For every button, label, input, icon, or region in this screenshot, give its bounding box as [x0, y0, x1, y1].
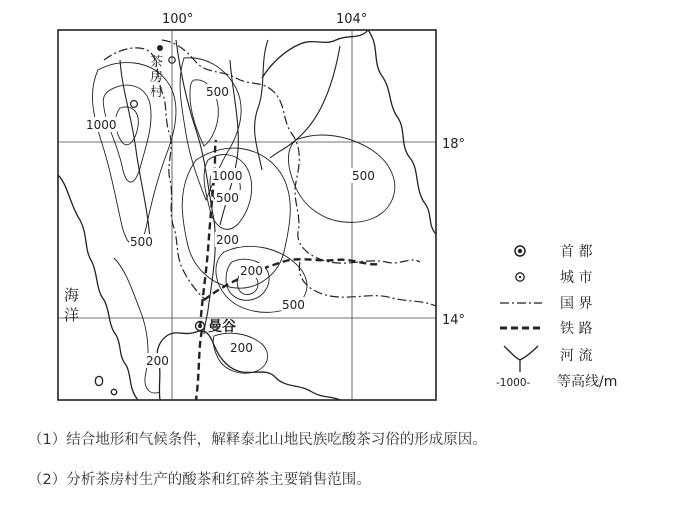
- legend-city-icon-dot: [519, 276, 521, 278]
- question-2: （2）分析茶房村生产的酸茶和红碎茶主要销售范围。: [28, 472, 371, 488]
- legend-border-label: 国 界: [560, 296, 593, 312]
- legend-capital-icon-dot: [518, 249, 522, 253]
- chafang-village-marker: [157, 45, 163, 51]
- contour-label: 1000: [86, 118, 117, 132]
- contour-label: 500: [130, 235, 153, 249]
- contour-label: 500: [216, 191, 239, 205]
- longitude-label-100: 100°: [162, 12, 194, 27]
- longitude-label-104: 104°: [336, 12, 368, 27]
- legend: [496, 244, 617, 390]
- contour-label: 200: [216, 233, 239, 247]
- legend-contour-label: 等高线/m: [557, 374, 618, 390]
- chafang-village-label: 茶房村: [150, 55, 164, 100]
- capital-icon-dot: [198, 324, 202, 328]
- capital-city-label: 曼谷: [208, 319, 236, 335]
- sea-label: 海洋: [64, 286, 80, 324]
- legend-railway-label: 铁 路: [560, 321, 593, 337]
- latitude-label-18: 18°: [442, 137, 466, 152]
- legend-river-icon: [504, 346, 538, 372]
- legend-river-label: 河 流: [560, 348, 593, 364]
- contour-label: 500: [352, 169, 375, 183]
- contour-label: 1000: [212, 169, 243, 183]
- contour-label: 500: [282, 298, 305, 312]
- contour-label: 200: [230, 341, 253, 355]
- contour-label: 200: [240, 264, 263, 278]
- latitude-label-14: 14°: [442, 313, 466, 328]
- question-1: （1）结合地形和气候条件，解释泰北山地民族吃酸茶习俗的形成原因。: [28, 432, 487, 448]
- city-icon: [131, 101, 138, 108]
- legend-city-label: 城 市: [560, 270, 593, 286]
- legend-capital-label: 首 都: [560, 244, 593, 260]
- legend-contour-sample: -1000-: [496, 377, 531, 389]
- contour-label: 500: [206, 85, 229, 99]
- contour-label: 200: [146, 354, 169, 368]
